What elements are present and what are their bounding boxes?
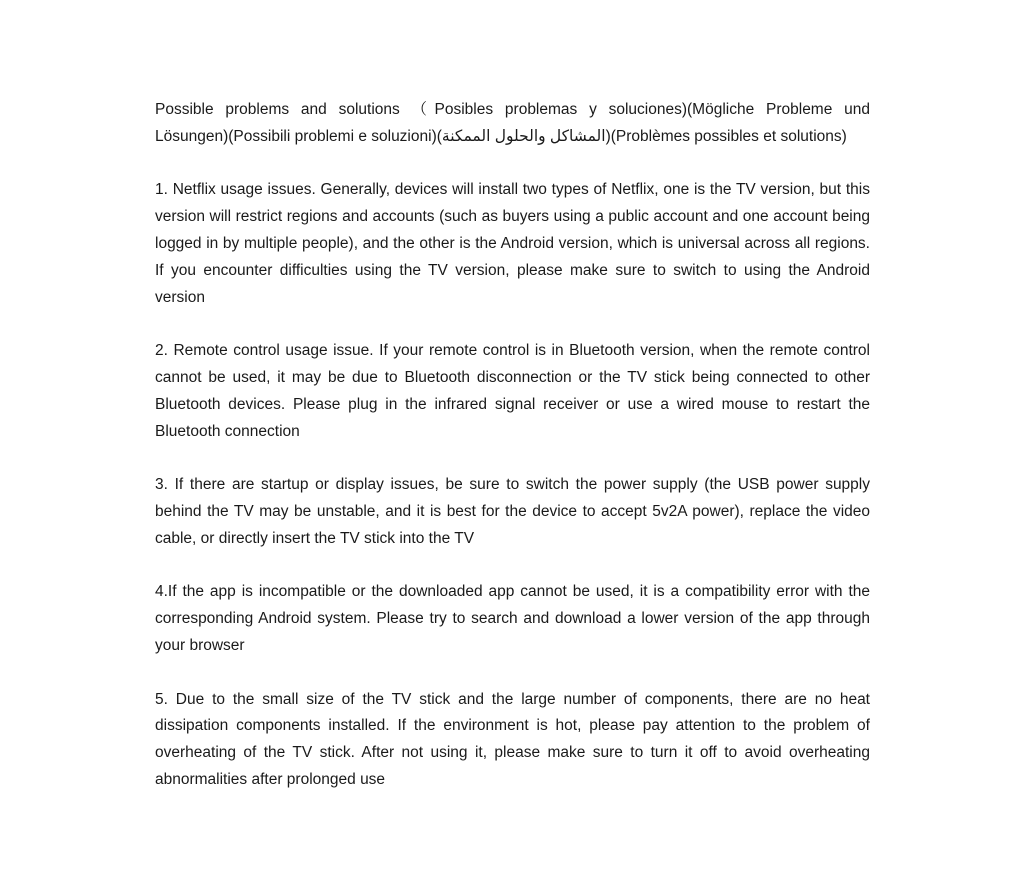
list-item-remote-control-issue: 2. Remote control usage issue. If your remote control is in Bluetooth version, when the remote control cannot be used, it may be due to Bluetooth disconnection or the TV stick being connected to other Bluetooth devices. Please plug in the infrared signal receiver or use a wired mouse to restart the Bluetooth connection (155, 342, 870, 440)
list-item-netflix-issues: 1. Netflix usage issues. Generally, devices will install two types of Netflix, one is the TV version, but this version will restrict regions and accounts (such as buyers using a public account and one account being logged in by multiple people), and the other is the Android version, which is universal across all regions. If you encounter difficulties using the TV version, please make sure to switch to using the Android version (155, 181, 870, 306)
list-item-startup-display-issues: 3. If there are startup or display issues, be sure to switch the power supply (the USB power supply behind the TV may be unstable, and it is best for the device to accept 5v2A power), replace the video cable, or directly insert the TV stick into the TV (155, 476, 870, 547)
list-item-app-compatibility: 4.If the app is incompatible or the downloaded app cannot be used, it is a compatibility error with the corresponding Android system. Please try to search and download a lower version of the app through your browser (155, 583, 870, 654)
document-heading: Possible problems and solutions （Posibles problemas y soluciones)(Mögliche Probleme und Lösungen)(Possibili problemi e soluzioni)(المشاكل والحلول الممكنة)(Problèmes possibles et solutions) (155, 101, 870, 145)
list-item-overheating: 5. Due to the small size of the TV stick and the large number of components, there are no heat dissipation components installed. If the environment is hot, please pay attention to the problem of overheating of the TV stick. After not using it, please make sure to turn it off to avoid overheating abnormalities after prolonged use (155, 690, 870, 788)
document-body (155, 97, 870, 794)
